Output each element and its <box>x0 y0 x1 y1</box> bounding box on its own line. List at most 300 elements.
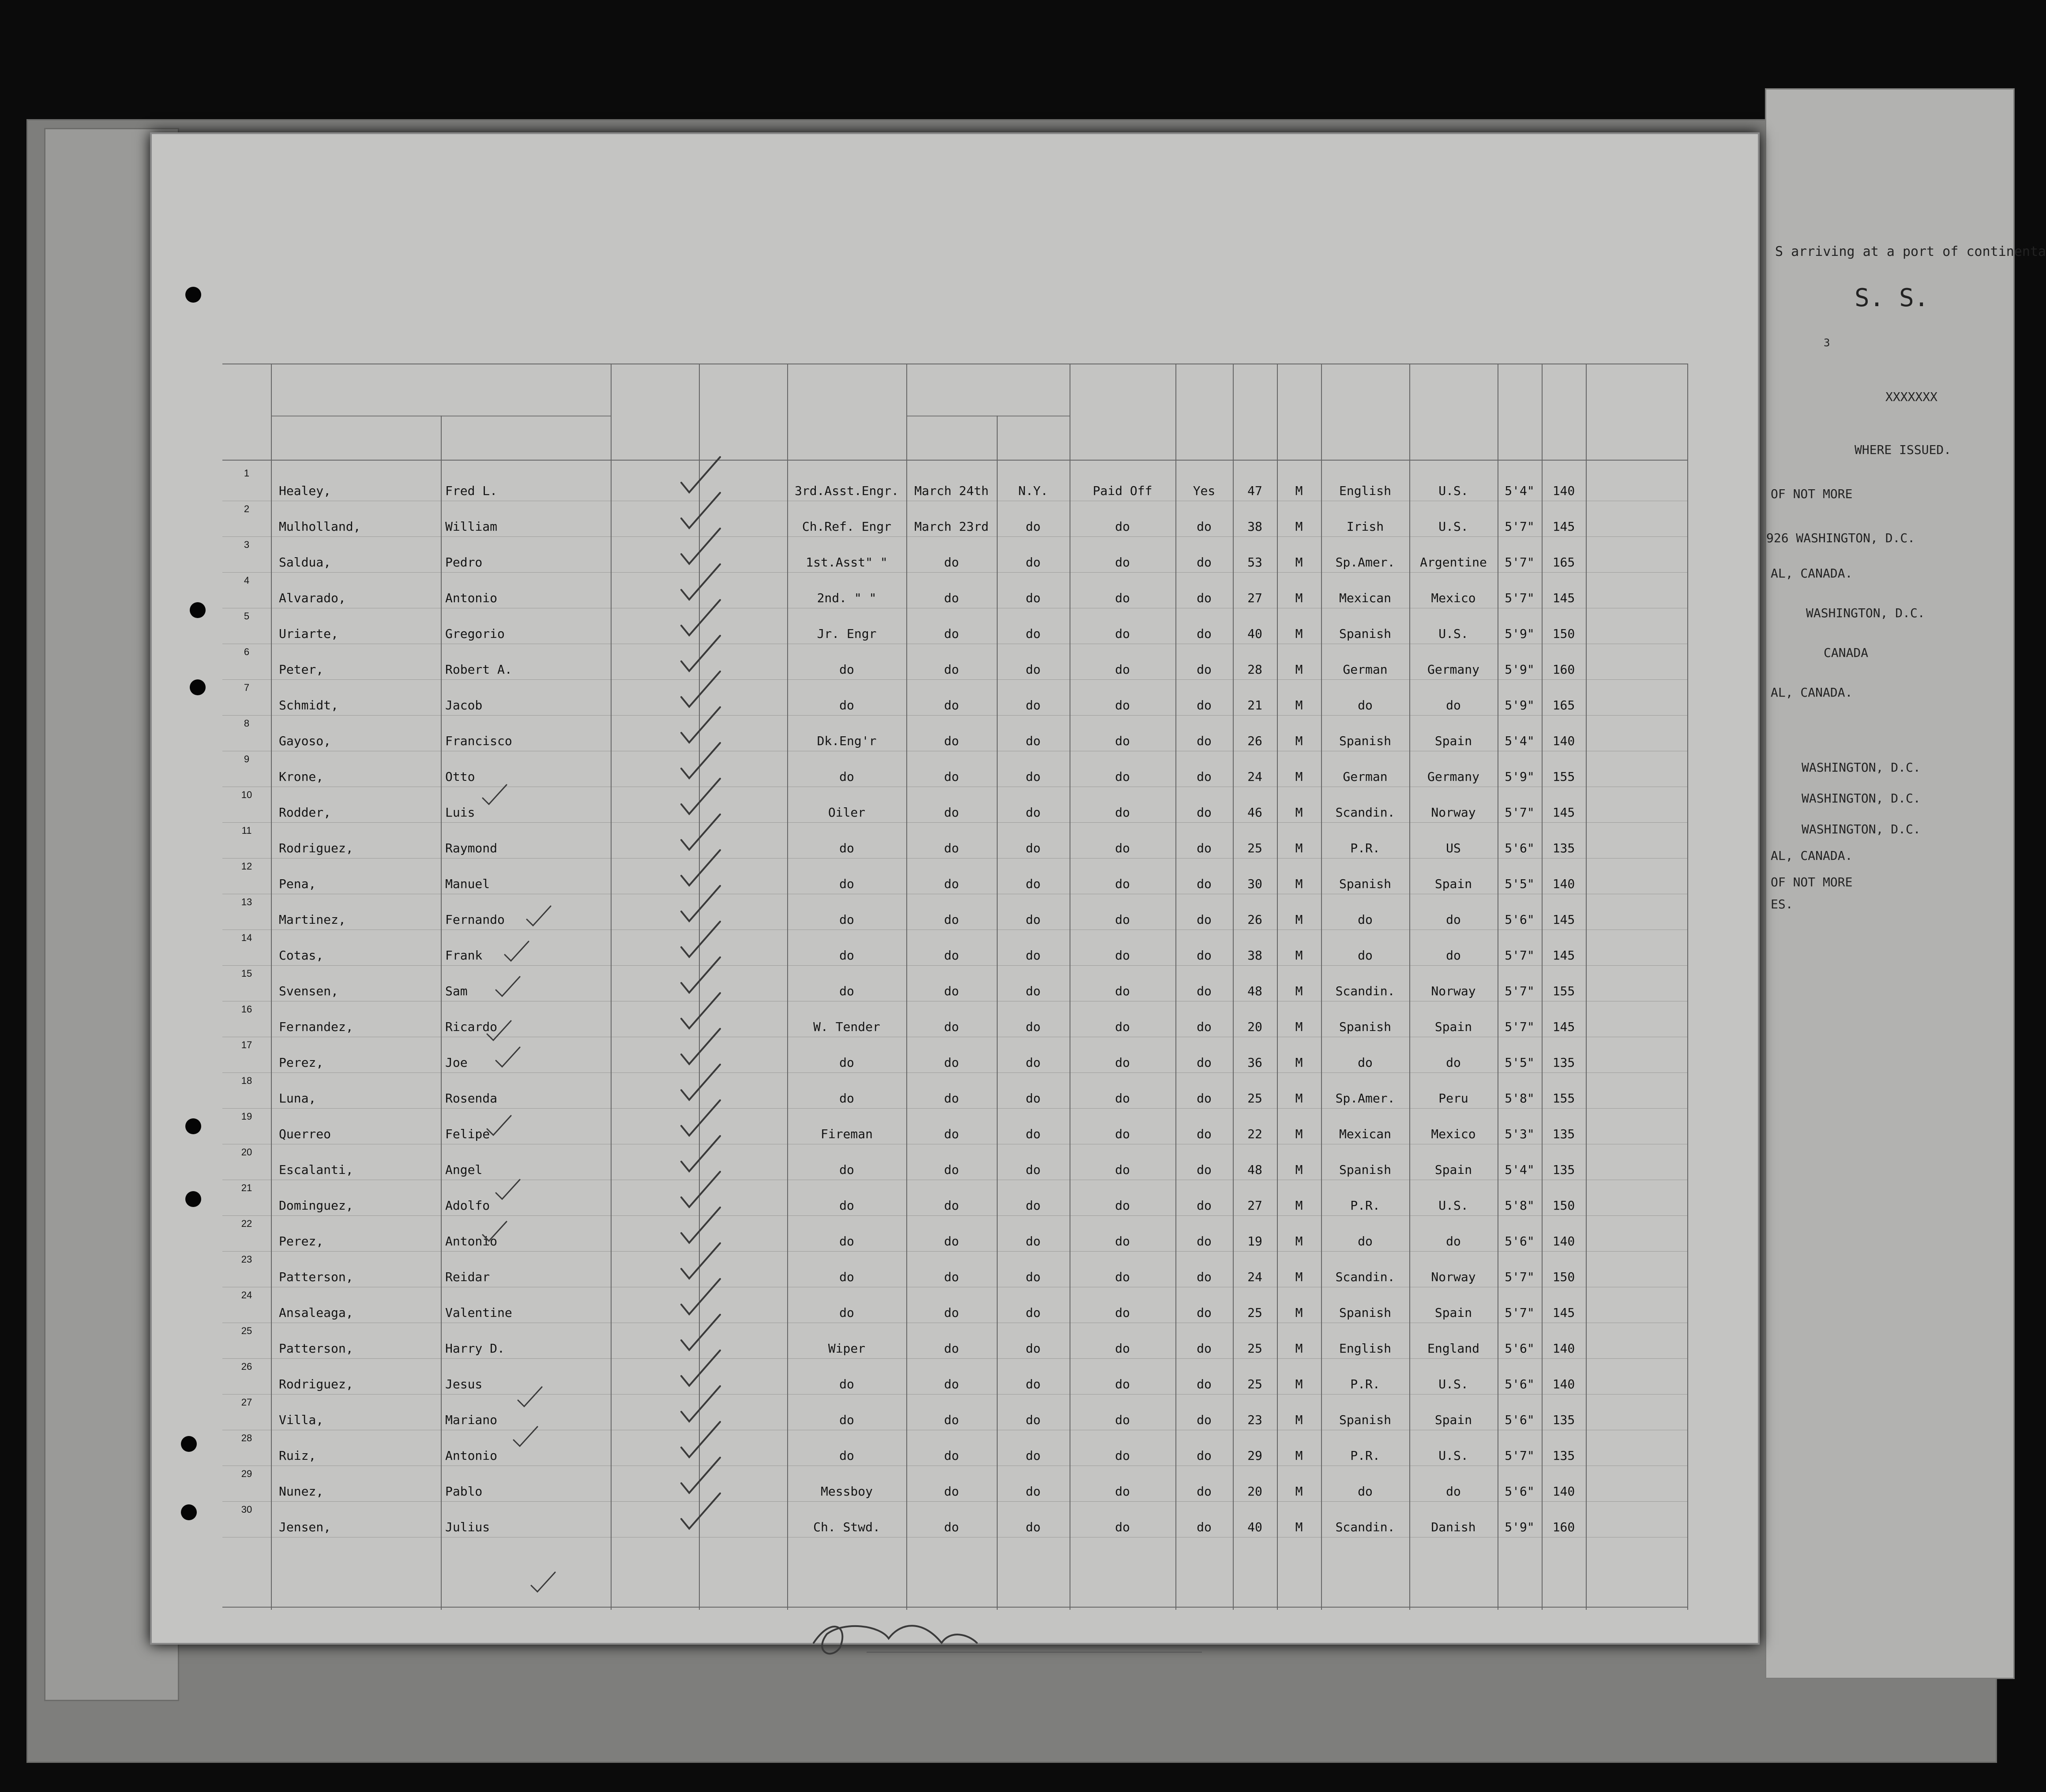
cell-nationality: Spain <box>1434 877 1472 891</box>
cell-family: Jensen, <box>279 1520 331 1534</box>
table-row <box>222 822 1687 858</box>
column-rule <box>1409 364 1410 1610</box>
cell-position: do <box>839 984 854 998</box>
cell-read: do <box>1197 1198 1212 1213</box>
cell-position: Messboy <box>820 1484 873 1499</box>
column-rule <box>787 364 788 1610</box>
cell-weight: 135 <box>1552 1448 1575 1463</box>
column-rule <box>997 416 998 1610</box>
cell-where: do <box>1025 1341 1041 1356</box>
cell-race: do <box>1358 1055 1373 1070</box>
cell-race: Spanish <box>1339 1020 1391 1034</box>
table-row <box>222 1430 1687 1465</box>
table-row <box>222 1358 1687 1394</box>
punch-hole <box>190 602 206 618</box>
cell-weight: 140 <box>1552 1341 1575 1356</box>
cell-paid: do <box>1115 626 1130 641</box>
cell-sex: M <box>1295 484 1303 498</box>
cell-read: do <box>1197 1162 1212 1177</box>
cell-when: do <box>944 912 959 927</box>
cell-nationality: Norway <box>1431 805 1476 820</box>
cell-paid: do <box>1115 769 1130 784</box>
cell-read: do <box>1197 841 1212 855</box>
cell-read: do <box>1197 1305 1212 1320</box>
cell-read: do <box>1197 519 1212 534</box>
cell-nationality: Mexico <box>1431 1127 1476 1141</box>
cell-paid: do <box>1115 841 1130 855</box>
cell-weight: 150 <box>1552 1198 1575 1213</box>
cell-race: Spanish <box>1339 626 1391 641</box>
cell-age: 25 <box>1247 1305 1262 1320</box>
cell-family: Villa, <box>279 1413 324 1427</box>
cell-where: do <box>1025 1413 1041 1427</box>
column-rule <box>906 364 907 1610</box>
cell-position: 1st.Asst" " <box>806 555 888 570</box>
cell-where: do <box>1025 984 1041 998</box>
cell-nationality: do <box>1446 948 1461 963</box>
cell-age: 48 <box>1247 1162 1262 1177</box>
cell-given: Raymond <box>445 841 498 855</box>
cell-position: 2nd. " " <box>817 591 877 605</box>
cell-height: 5'6" <box>1505 1413 1535 1427</box>
cell-race: German <box>1343 769 1388 784</box>
cell-age: 25 <box>1247 1091 1262 1106</box>
cell-no: 14 <box>241 932 252 943</box>
cell-weight: 145 <box>1552 591 1575 605</box>
underlying-sheet-line: 926 WASHINGTON, D.C. <box>1766 531 1915 545</box>
cell-where: do <box>1025 1305 1041 1320</box>
cell-race: German <box>1343 662 1388 677</box>
cell-weight: 160 <box>1552 662 1575 677</box>
cell-when: do <box>944 769 959 784</box>
cell-given: Harry D. <box>445 1341 505 1356</box>
cell-height: 5'9" <box>1505 662 1535 677</box>
cell-when: do <box>944 805 959 820</box>
cell-no: 19 <box>241 1111 252 1122</box>
cell-race: do <box>1358 1234 1373 1248</box>
cell-family: Fernandez, <box>279 1020 353 1034</box>
cell-nationality: Peru <box>1438 1091 1468 1106</box>
cell-paid: do <box>1115 1305 1130 1320</box>
cell-sex: M <box>1295 1270 1303 1284</box>
cell-position: do <box>839 1305 854 1320</box>
cell-when: do <box>944 662 959 677</box>
cell-family: Saldua, <box>279 555 331 570</box>
cell-race: Spanish <box>1339 1413 1391 1427</box>
cell-height: 5'7" <box>1505 591 1535 605</box>
table-row <box>222 1144 1687 1179</box>
cell-race: English <box>1339 484 1391 498</box>
cell-height: 5'6" <box>1505 1377 1535 1391</box>
cell-given: Fernando <box>445 912 505 927</box>
cell-paid: do <box>1115 734 1130 748</box>
cell-family: Pena, <box>279 877 316 891</box>
cell-given: Robert A. <box>445 662 512 677</box>
cell-read: do <box>1197 769 1212 784</box>
cell-race: Mexican <box>1339 1127 1391 1141</box>
cell-race: Scandin. <box>1335 805 1395 820</box>
cell-nationality: do <box>1446 698 1461 712</box>
cell-race: Scandin. <box>1335 1270 1395 1284</box>
cell-weight: 140 <box>1552 484 1575 498</box>
cell-height: 5'6" <box>1505 1341 1535 1356</box>
cell-read: do <box>1197 912 1212 927</box>
cell-age: 24 <box>1247 1270 1262 1284</box>
table-row <box>222 465 1687 500</box>
cell-sex: M <box>1295 912 1303 927</box>
cell-position: do <box>839 877 854 891</box>
underlying-sheet-line: WASHINGTON, D.C. <box>1802 822 1921 836</box>
cell-height: 5'5" <box>1505 1055 1535 1070</box>
cell-given: Reidar <box>445 1270 490 1284</box>
cell-race: do <box>1358 948 1373 963</box>
table-row <box>222 1037 1687 1072</box>
cell-when: do <box>944 734 959 748</box>
table-row <box>222 536 1687 572</box>
cell-age: 19 <box>1247 1234 1262 1248</box>
cell-paid: do <box>1115 912 1130 927</box>
cell-weight: 145 <box>1552 1305 1575 1320</box>
underlying-sheet-line: WASHINGTON, D.C. <box>1802 791 1921 806</box>
cell-height: 5'4" <box>1505 484 1535 498</box>
cell-no: 23 <box>241 1254 252 1265</box>
cell-height: 5'7" <box>1505 555 1535 570</box>
cell-nationality: Spain <box>1434 1020 1472 1034</box>
underlying-sheet-line: AL, CANADA. <box>1771 848 1853 863</box>
cell-height: 5'9" <box>1505 1520 1535 1534</box>
cell-position: do <box>839 1413 854 1427</box>
cell-read: do <box>1197 1377 1212 1391</box>
cell-sex: M <box>1295 1198 1303 1213</box>
cell-weight: 150 <box>1552 626 1575 641</box>
cell-weight: 145 <box>1552 948 1575 963</box>
cell-when: do <box>944 984 959 998</box>
cell-weight: 150 <box>1552 1270 1575 1284</box>
cell-weight: 135 <box>1552 1162 1575 1177</box>
cell-nationality: U.S. <box>1438 519 1468 534</box>
cell-no: 25 <box>241 1325 252 1336</box>
cell-race: do <box>1358 1484 1373 1499</box>
cell-nationality: Germany <box>1427 769 1479 784</box>
cell-no: 27 <box>241 1397 252 1408</box>
cell-given: Fred L. <box>445 484 498 498</box>
cell-weight: 135 <box>1552 1055 1575 1070</box>
cell-family: Perez, <box>279 1055 324 1070</box>
cell-sex: M <box>1295 1377 1303 1391</box>
underlying-sheet-line: OF NOT MORE <box>1771 487 1853 501</box>
cell-when: do <box>944 1270 959 1284</box>
cell-nationality: U.S. <box>1438 1448 1468 1463</box>
cell-family: Patterson, <box>279 1341 353 1356</box>
cell-given: Luis <box>445 805 475 820</box>
cell-sex: M <box>1295 591 1303 605</box>
cell-when: do <box>944 1234 959 1248</box>
cell-where: do <box>1025 591 1041 605</box>
cell-given: Adolfo <box>445 1198 490 1213</box>
cell-family: Cotas, <box>279 948 324 963</box>
cell-when: March 23rd <box>914 519 989 534</box>
column-rule <box>1586 364 1587 1610</box>
table-row <box>222 1287 1687 1322</box>
cell-family: Ansaleaga, <box>279 1305 353 1320</box>
cell-weight: 145 <box>1552 519 1575 534</box>
cell-height: 5'9" <box>1505 698 1535 712</box>
cell-paid: do <box>1115 877 1130 891</box>
cell-race: Scandin. <box>1335 1520 1395 1534</box>
cell-age: 28 <box>1247 662 1262 677</box>
cell-race: P.R. <box>1350 1198 1380 1213</box>
cell-position: do <box>839 1162 854 1177</box>
cell-height: 5'3" <box>1505 1127 1535 1141</box>
cell-where: do <box>1025 1091 1041 1106</box>
cell-nationality: Spain <box>1434 1413 1472 1427</box>
cell-when: do <box>944 555 959 570</box>
cell-sex: M <box>1295 877 1303 891</box>
cell-no: 12 <box>241 861 252 872</box>
cell-weight: 140 <box>1552 1484 1575 1499</box>
underlying-sheet-line: WASHINGTON, D.C. <box>1802 760 1921 775</box>
cell-where: do <box>1025 734 1041 748</box>
table-row <box>222 751 1687 786</box>
cell-no: 6 <box>244 646 250 657</box>
cell-when: do <box>944 948 959 963</box>
column-rule <box>1542 364 1543 1610</box>
cell-no: 24 <box>241 1290 252 1301</box>
cell-paid: do <box>1115 1413 1130 1427</box>
cell-sex: M <box>1295 1055 1303 1070</box>
table-row <box>222 715 1687 750</box>
cell-given: Manuel <box>445 877 490 891</box>
cell-age: 26 <box>1247 734 1262 748</box>
cell-nationality: Spain <box>1434 734 1472 748</box>
cell-position: 3rd.Asst.Engr. <box>794 484 899 498</box>
cell-when: do <box>944 1377 959 1391</box>
cell-height: 5'7" <box>1505 519 1535 534</box>
cell-paid: do <box>1115 1234 1130 1248</box>
cell-age: 40 <box>1247 1520 1262 1534</box>
cell-when: do <box>944 1020 959 1034</box>
cell-age: 38 <box>1247 948 1262 963</box>
cell-race: do <box>1358 912 1373 927</box>
cell-family: Gayoso, <box>279 734 331 748</box>
cell-family: Rodriguez, <box>279 1377 353 1391</box>
cell-sex: M <box>1295 626 1303 641</box>
cell-given: Antonio <box>445 591 498 605</box>
cell-when: do <box>944 1520 959 1534</box>
table-row <box>222 965 1687 1001</box>
cell-height: 5'7" <box>1505 1270 1535 1284</box>
cell-read: do <box>1197 1520 1212 1534</box>
cell-no: 29 <box>241 1468 252 1479</box>
cell-nationality: Danish <box>1431 1520 1476 1534</box>
cell-when: do <box>944 1413 959 1427</box>
cell-age: 21 <box>1247 698 1262 712</box>
cell-position: do <box>839 769 854 784</box>
cell-position: do <box>839 1270 854 1284</box>
cell-family: Patterson, <box>279 1270 353 1284</box>
cell-no: 16 <box>241 1004 252 1015</box>
cell-race: Irish <box>1346 519 1384 534</box>
cell-given: Mariano <box>445 1413 498 1427</box>
cell-nationality: Norway <box>1431 1270 1476 1284</box>
table-row <box>222 1180 1687 1215</box>
cell-position: do <box>839 912 854 927</box>
cell-paid: do <box>1115 1484 1130 1499</box>
cell-where: do <box>1025 1448 1041 1463</box>
cell-position: Wiper <box>828 1341 866 1356</box>
cell-age: 46 <box>1247 805 1262 820</box>
cell-given: Ricardo <box>445 1020 498 1034</box>
punch-hole <box>185 1191 201 1207</box>
cell-no: 10 <box>241 789 252 800</box>
cell-weight: 155 <box>1552 769 1575 784</box>
cell-where: do <box>1025 626 1041 641</box>
cell-read: do <box>1197 1413 1212 1427</box>
cell-no: 18 <box>241 1075 252 1086</box>
cell-position: do <box>839 1377 854 1391</box>
cell-family: Escalanti, <box>279 1162 353 1177</box>
cell-where: do <box>1025 662 1041 677</box>
cell-height: 5'8" <box>1505 1198 1535 1213</box>
cell-age: 53 <box>1247 555 1262 570</box>
cell-sex: M <box>1295 734 1303 748</box>
table-row <box>222 1466 1687 1501</box>
cell-nationality: Germany <box>1427 662 1479 677</box>
cell-weight: 140 <box>1552 877 1575 891</box>
cell-given: Jacob <box>445 698 483 712</box>
cell-race: Spanish <box>1339 1305 1391 1320</box>
underlying-sheet-line: S arriving at a port of continenta <box>1775 244 2046 259</box>
cell-sex: M <box>1295 1484 1303 1499</box>
cell-given: Rosenda <box>445 1091 498 1106</box>
cell-weight: 135 <box>1552 1127 1575 1141</box>
cell-given: Jesus <box>445 1377 483 1391</box>
cell-given: Gregorio <box>445 626 505 641</box>
cell-no: 15 <box>241 968 252 979</box>
cell-paid: do <box>1115 1198 1130 1213</box>
cell-height: 5'7" <box>1505 984 1535 998</box>
cell-paid: do <box>1115 1377 1130 1391</box>
table-row <box>222 1001 1687 1036</box>
cell-no: 13 <box>241 896 252 907</box>
cell-weight: 145 <box>1552 1020 1575 1034</box>
cell-race: Mexican <box>1339 591 1391 605</box>
cell-paid: do <box>1115 1341 1130 1356</box>
crew-table <box>222 364 1687 1610</box>
column-rule <box>1175 364 1176 1610</box>
cell-read: do <box>1197 948 1212 963</box>
table-row <box>222 1394 1687 1429</box>
cell-nationality: U.S. <box>1438 1377 1468 1391</box>
cell-given: Valentine <box>445 1305 512 1320</box>
cell-family: Ruiz, <box>279 1448 316 1463</box>
cell-position: do <box>839 1234 854 1248</box>
cell-height: 5'9" <box>1505 626 1535 641</box>
cell-age: 25 <box>1247 841 1262 855</box>
cell-when: do <box>944 1055 959 1070</box>
manifest-sheet <box>150 132 1760 1645</box>
cell-when: do <box>944 1484 959 1499</box>
cell-family: Uriarte, <box>279 626 338 641</box>
cell-no: 28 <box>241 1432 252 1443</box>
column-rule <box>699 364 700 1610</box>
cell-where: do <box>1025 1020 1041 1034</box>
cell-family: Nunez, <box>279 1484 324 1499</box>
cell-no: 7 <box>244 682 250 693</box>
column-rule <box>271 364 272 1610</box>
cell-age: 24 <box>1247 769 1262 784</box>
cell-age: 25 <box>1247 1377 1262 1391</box>
cell-paid: do <box>1115 1162 1130 1177</box>
cell-family: Rodder, <box>279 805 331 820</box>
cell-when: do <box>944 1305 959 1320</box>
cell-nationality: do <box>1446 1484 1461 1499</box>
cell-no: 26 <box>241 1361 252 1372</box>
cell-read: do <box>1197 591 1212 605</box>
cell-when: do <box>944 626 959 641</box>
cell-race: Spanish <box>1339 877 1391 891</box>
cell-sex: M <box>1295 1127 1303 1141</box>
cell-paid: do <box>1115 662 1130 677</box>
cell-sex: M <box>1295 948 1303 963</box>
table-row <box>222 1251 1687 1286</box>
cell-no: 17 <box>241 1039 252 1050</box>
cell-sex: M <box>1295 1162 1303 1177</box>
cell-age: 40 <box>1247 626 1262 641</box>
cell-sex: M <box>1295 555 1303 570</box>
cell-read: do <box>1197 1020 1212 1034</box>
cell-position: do <box>839 1198 854 1213</box>
cell-weight: 160 <box>1552 1520 1575 1534</box>
cell-family: Healey, <box>279 484 331 498</box>
cell-sex: M <box>1295 1341 1303 1356</box>
cell-height: 5'4" <box>1505 734 1535 748</box>
cell-age: 36 <box>1247 1055 1262 1070</box>
cell-race: Scandin. <box>1335 984 1395 998</box>
cell-family: Alvarado, <box>279 591 346 605</box>
punch-hole <box>185 287 201 303</box>
underlying-sheet-line: OF NOT MORE <box>1771 875 1853 889</box>
cell-given: Pedro <box>445 555 483 570</box>
cell-given: Angel <box>445 1162 483 1177</box>
cell-family: Querreo <box>279 1127 331 1141</box>
cell-read: do <box>1197 1484 1212 1499</box>
column-rule <box>441 416 442 1610</box>
underlying-sheet-line: CANADA <box>1824 645 1869 660</box>
cell-weight: 140 <box>1552 1234 1575 1248</box>
cell-where: do <box>1025 1377 1041 1391</box>
cell-age: 27 <box>1247 1198 1262 1213</box>
cell-sex: M <box>1295 984 1303 998</box>
punch-hole <box>185 1118 201 1134</box>
cell-given: Francisco <box>445 734 512 748</box>
cell-age: 25 <box>1247 1341 1262 1356</box>
cell-no: 3 <box>244 539 250 550</box>
cell-weight: 155 <box>1552 984 1575 998</box>
table-row <box>222 1215 1687 1251</box>
table-row <box>222 501 1687 536</box>
table-row <box>222 858 1687 893</box>
cell-weight: 145 <box>1552 805 1575 820</box>
cell-family: Mulholland, <box>279 519 361 534</box>
table-row <box>222 1072 1687 1108</box>
cell-height: 5'6" <box>1505 1234 1535 1248</box>
cell-height: 5'6" <box>1505 912 1535 927</box>
cell-where: do <box>1025 698 1041 712</box>
cell-when: do <box>944 1127 959 1141</box>
cell-paid: do <box>1115 1055 1130 1070</box>
cell-where: do <box>1025 769 1041 784</box>
